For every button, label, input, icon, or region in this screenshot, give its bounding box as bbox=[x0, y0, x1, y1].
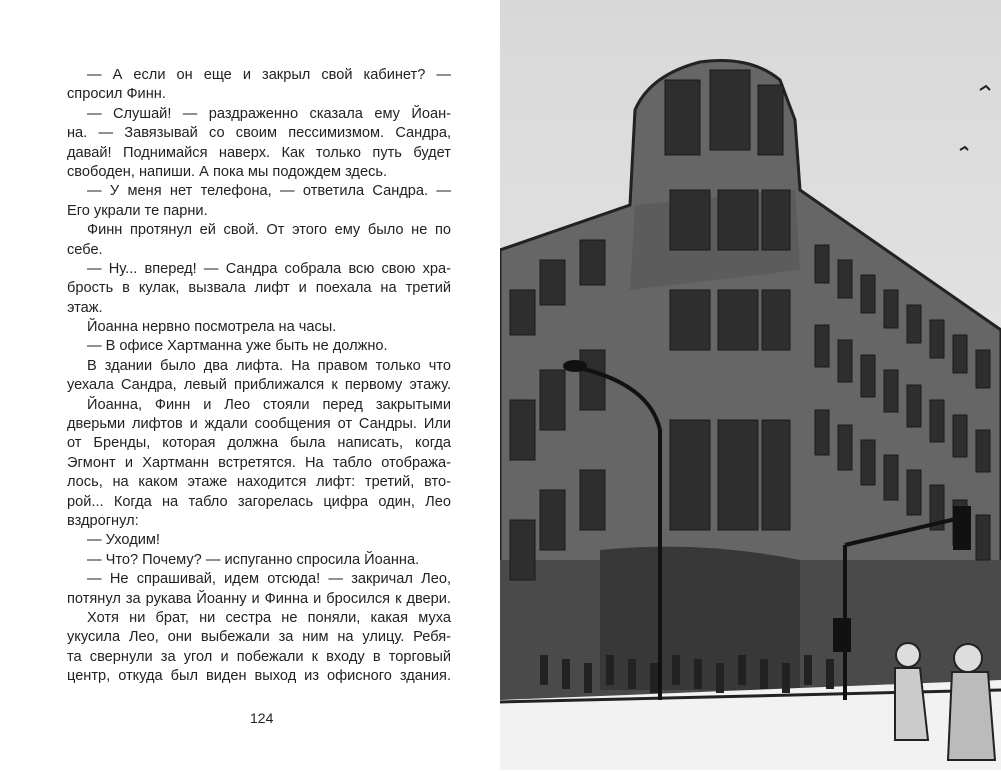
text-line: — Не спрашивай, идем отсюда! — закричал Лео, bbox=[87, 571, 451, 588]
window bbox=[510, 520, 535, 580]
left-page bbox=[0, 0, 500, 770]
window bbox=[815, 410, 829, 455]
text-line: от Бренды, которая должна была написать, когда bbox=[67, 435, 451, 452]
window bbox=[953, 415, 967, 457]
text-line: рой... Когда на табло загорелась цифра один, Лео bbox=[67, 493, 451, 510]
window bbox=[930, 320, 944, 358]
window bbox=[976, 350, 990, 388]
illustration-svg bbox=[500, 0, 1001, 770]
window bbox=[670, 290, 710, 350]
crowd-figure bbox=[694, 659, 702, 689]
text-line: спросил Финн. bbox=[67, 86, 166, 103]
window bbox=[718, 420, 758, 530]
window bbox=[540, 490, 565, 550]
crowd-figure bbox=[628, 659, 636, 689]
text-line: — Слушай! — раздраженно сказала ему Йоан- bbox=[87, 105, 451, 122]
page-number: 124 bbox=[250, 710, 274, 726]
window bbox=[540, 370, 565, 430]
text-line: себе. bbox=[67, 241, 103, 258]
text-line: Хотя ни брат, ни сестра не поняли, какая муха bbox=[87, 609, 451, 626]
text-line: Йоанна, Финн и Лео стояли перед закрытыми bbox=[87, 396, 451, 413]
text-line: вздрогнул: bbox=[67, 512, 139, 529]
text-line: Финн протянул ей свой. От этого ему было не по bbox=[87, 222, 451, 239]
text-line: Его украли те парни. bbox=[67, 202, 208, 219]
crowd-figure bbox=[606, 655, 614, 685]
window bbox=[762, 420, 790, 530]
crowd-figure bbox=[760, 659, 768, 689]
window bbox=[907, 385, 921, 427]
window bbox=[838, 340, 852, 382]
text-line: — У меня нет телефона, — ответила Сандра. — bbox=[87, 183, 451, 200]
window bbox=[665, 80, 700, 155]
crowd-figure bbox=[782, 663, 790, 693]
window bbox=[976, 430, 990, 472]
window bbox=[762, 290, 790, 350]
text-line: брость в кулак, вызвала лифт и поехала на третий bbox=[67, 280, 451, 297]
window bbox=[580, 470, 605, 530]
window bbox=[710, 70, 750, 150]
text-line: — Уходим! bbox=[87, 532, 160, 549]
window bbox=[907, 305, 921, 343]
window bbox=[861, 440, 875, 485]
text-line: В здании было два лифта. На правом только что bbox=[87, 357, 451, 374]
window bbox=[718, 190, 758, 250]
window bbox=[580, 350, 605, 410]
crowd-figure bbox=[672, 655, 680, 685]
text-line: давай! Поднимайся наверх. Как только путь будет bbox=[67, 144, 451, 161]
text-line: Эгмонт и Хартманн встретятся. На табло отобража- bbox=[67, 454, 451, 471]
text-line: дверьми лифтов и ждали сообщения от Сандры. Или bbox=[67, 416, 451, 433]
window bbox=[930, 400, 944, 442]
text-line: — Что? Почему? — испуганно спросила Йоанна. bbox=[87, 551, 420, 568]
text-line: та свернули за угол и побежали к входу в торговый bbox=[67, 648, 451, 665]
crowd-figure bbox=[540, 655, 548, 685]
body-text bbox=[67, 66, 451, 687]
text-line: свободен, напиши. А пока мы подождем здесь. bbox=[67, 163, 388, 180]
text-line: лось, на каком этаже находится лифт: третий, вто- bbox=[67, 474, 451, 491]
window bbox=[861, 355, 875, 397]
text-line: — Ну... вперед! — Сандра собрала всю свою хра- bbox=[87, 260, 451, 277]
window bbox=[838, 260, 852, 298]
window bbox=[861, 275, 875, 313]
text-line: — В офисе Хартманна уже быть не должно. bbox=[87, 338, 388, 355]
crowd-figure bbox=[562, 659, 570, 689]
crowd-figure bbox=[826, 659, 834, 689]
text-line: уехала Сандра, левый приближался к первому этажу. bbox=[67, 377, 451, 394]
text-line: Йоанна нервно посмотрела на часы. bbox=[87, 319, 337, 336]
text-line: — А если он еще и закрыл свой кабинет? — bbox=[87, 67, 451, 83]
window bbox=[510, 400, 535, 460]
crowd-figure bbox=[804, 655, 812, 685]
window bbox=[976, 515, 990, 560]
window bbox=[718, 290, 758, 350]
window bbox=[670, 420, 710, 530]
text-line: укусила Лео, они выбежали за ним на улицу. Ребя- bbox=[67, 629, 451, 646]
window bbox=[884, 370, 898, 412]
text-line: потянул за рукава Йоанну и Финна и бросился к двери. bbox=[67, 590, 451, 607]
window bbox=[510, 290, 535, 335]
text-line: на. — Завязывай со своим пессимизмом. Сандра, bbox=[67, 125, 451, 142]
window bbox=[580, 240, 605, 285]
window bbox=[884, 290, 898, 328]
window bbox=[838, 425, 852, 470]
window bbox=[540, 260, 565, 305]
crowd-figure bbox=[584, 663, 592, 693]
window bbox=[884, 455, 898, 500]
window bbox=[762, 190, 790, 250]
text-line: центр, откуда был виден выход из офисного здания. bbox=[67, 668, 451, 685]
text-line: этаж. bbox=[67, 299, 103, 316]
window bbox=[815, 325, 829, 367]
crowd-figure bbox=[738, 655, 746, 685]
window bbox=[758, 85, 783, 155]
window bbox=[953, 335, 967, 373]
window bbox=[670, 190, 710, 250]
building-illustration bbox=[500, 0, 1001, 770]
window bbox=[815, 245, 829, 283]
crowd-figure bbox=[716, 663, 724, 693]
window bbox=[907, 470, 921, 515]
crowd-figure bbox=[650, 663, 658, 693]
